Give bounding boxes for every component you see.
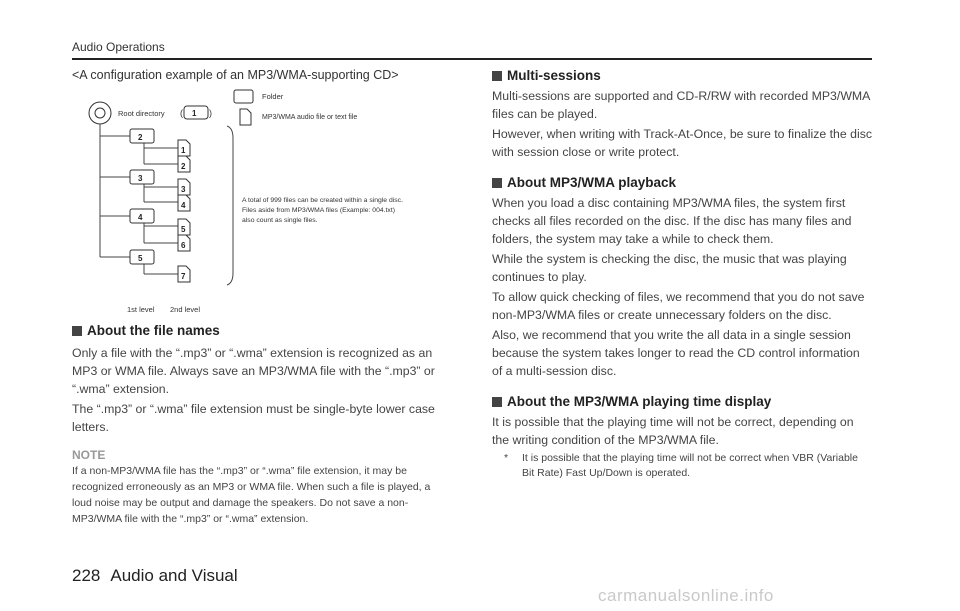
file-names-heading: About the file names: [72, 323, 452, 338]
playing-time-footnote: [492, 451, 872, 481]
svg-text:4: 4: [138, 213, 143, 222]
level1-folder-3: [130, 170, 154, 184]
section-header: Audio Operations: [72, 40, 165, 54]
svg-text:6: 6: [181, 241, 186, 250]
folder-legend-icon: [234, 90, 253, 103]
playback-paragraph-2: While the system is checking the disc, the music that was playing continues to play.: [492, 252, 847, 284]
cd-disc-icon: [89, 102, 111, 124]
second-level-label: 2nd level: [170, 305, 201, 314]
multi-sessions-heading: Multi-sessions: [492, 68, 872, 83]
svg-text:): ): [209, 108, 212, 118]
playing-time-paragraph: It is possible that the playing time will not be correct, depending on the writing condition of the MP3/WMA file.: [492, 415, 854, 447]
note-text: If a non-MP3/WMA file has the “.mp3” or “.wma” file extension, it may be recognized erroneously as an MP3 or WMA file. When such a file is played, a loud noise may be output and damage the speakers. Do not save a non-MP3/WMA file with the “.mp3” or “.wma” extension.: [72, 465, 431, 525]
file-4: [178, 195, 190, 211]
root-folder-number: 1: [192, 109, 197, 118]
footnote-text: It is possible that the playing time will not be correct when VBR (Variable Bit Rate) Fast Up/Down is operated.: [522, 452, 858, 479]
multi-sessions-paragraph-1: Multi-sessions are supported and CD-R/RW with recorded MP3/WMA files can be played.: [492, 89, 870, 121]
file-count-note-line2: Files aside from MP3/WMA files (Example: 004.txt): [242, 207, 395, 214]
chapter-title: Audio and Visual: [110, 566, 238, 585]
file-3: [178, 179, 190, 195]
file-legend-icon: [240, 109, 251, 125]
footnote-mark: *: [504, 452, 509, 464]
svg-text:3: 3: [138, 174, 143, 183]
file-1: [178, 140, 190, 156]
file-count-bracket: [227, 126, 233, 285]
playing-time-heading: About the MP3/WMA playing time display: [492, 394, 872, 409]
diagram-caption: <A configuration example of an MP3/WMA-supporting CD>: [72, 68, 399, 82]
level1-folder-2: [130, 129, 154, 143]
header-rule: [72, 58, 872, 60]
playback-heading: About MP3/WMA playback: [492, 175, 872, 190]
file-count-note-line3: also count as single files.: [242, 217, 318, 224]
heading-square-icon: [492, 71, 502, 81]
file-7: [178, 266, 190, 282]
watermark: carmanualsonline.info: [598, 586, 774, 605]
multi-sessions-paragraph-2: However, when writing with Track-At-Once, be sure to finalize the disc with session close or write protect.: [492, 127, 872, 159]
file-6: [178, 235, 190, 251]
svg-text:4: 4: [181, 201, 186, 210]
page-footer: [72, 566, 238, 586]
file-2: [178, 156, 190, 172]
heading-square-icon: [492, 178, 502, 188]
heading-square-icon: [492, 397, 502, 407]
file-names-section: [72, 323, 452, 527]
root-directory-label: Root directory: [118, 109, 165, 118]
folder-structure-diagram: [72, 84, 452, 316]
svg-text:2: 2: [138, 133, 143, 142]
heading-square-icon: [72, 326, 82, 336]
svg-text:2: 2: [181, 162, 186, 171]
left-column: [72, 66, 450, 84]
playback-paragraph-4: Also, we recommend that you write the all data in a single session because the system takes longer to read the CD control information of a multi-session disc.: [492, 328, 860, 378]
playback-paragraph-3: To allow quick checking of files, we recommend that you do not save non-MP3/WMA files or create unnecessary folders on the disc.: [492, 290, 865, 322]
first-level-label: 1st level: [127, 305, 155, 314]
svg-text:1: 1: [181, 146, 186, 155]
right-column: [492, 68, 872, 481]
page-number: 228: [72, 566, 101, 585]
folder-legend-label: Folder: [262, 92, 284, 101]
file-names-paragraph-2: The “.mp3” or “.wma” file extension must be single-byte lower case letters.: [72, 402, 435, 434]
svg-text:(: (: [180, 108, 183, 118]
svg-text:7: 7: [181, 272, 186, 281]
file-names-paragraph-1: Only a file with the “.mp3” or “.wma” extension is recognized as an MP3 or WMA file. Always save an MP3/WMA file with the “.mp3” or “.wma” extension.: [72, 346, 435, 396]
playback-paragraph-1: When you load a disc containing MP3/WMA files, the system first checks all files recorded on the disc. If the disc has many files and folders, the system may take a while to check them.: [492, 196, 852, 246]
svg-text:5: 5: [181, 225, 186, 234]
svg-text:3: 3: [181, 185, 186, 194]
svg-text:5: 5: [138, 254, 143, 263]
note-title: NOTE: [72, 448, 106, 462]
file-count-note-line1: A total of 999 files can be created within a single disc.: [242, 197, 403, 204]
level1-folder-4: [130, 209, 154, 223]
file-5: [178, 219, 190, 235]
file-legend-label: MP3/WMA audio file or text file: [262, 114, 358, 121]
level1-folder-5: [130, 250, 154, 264]
